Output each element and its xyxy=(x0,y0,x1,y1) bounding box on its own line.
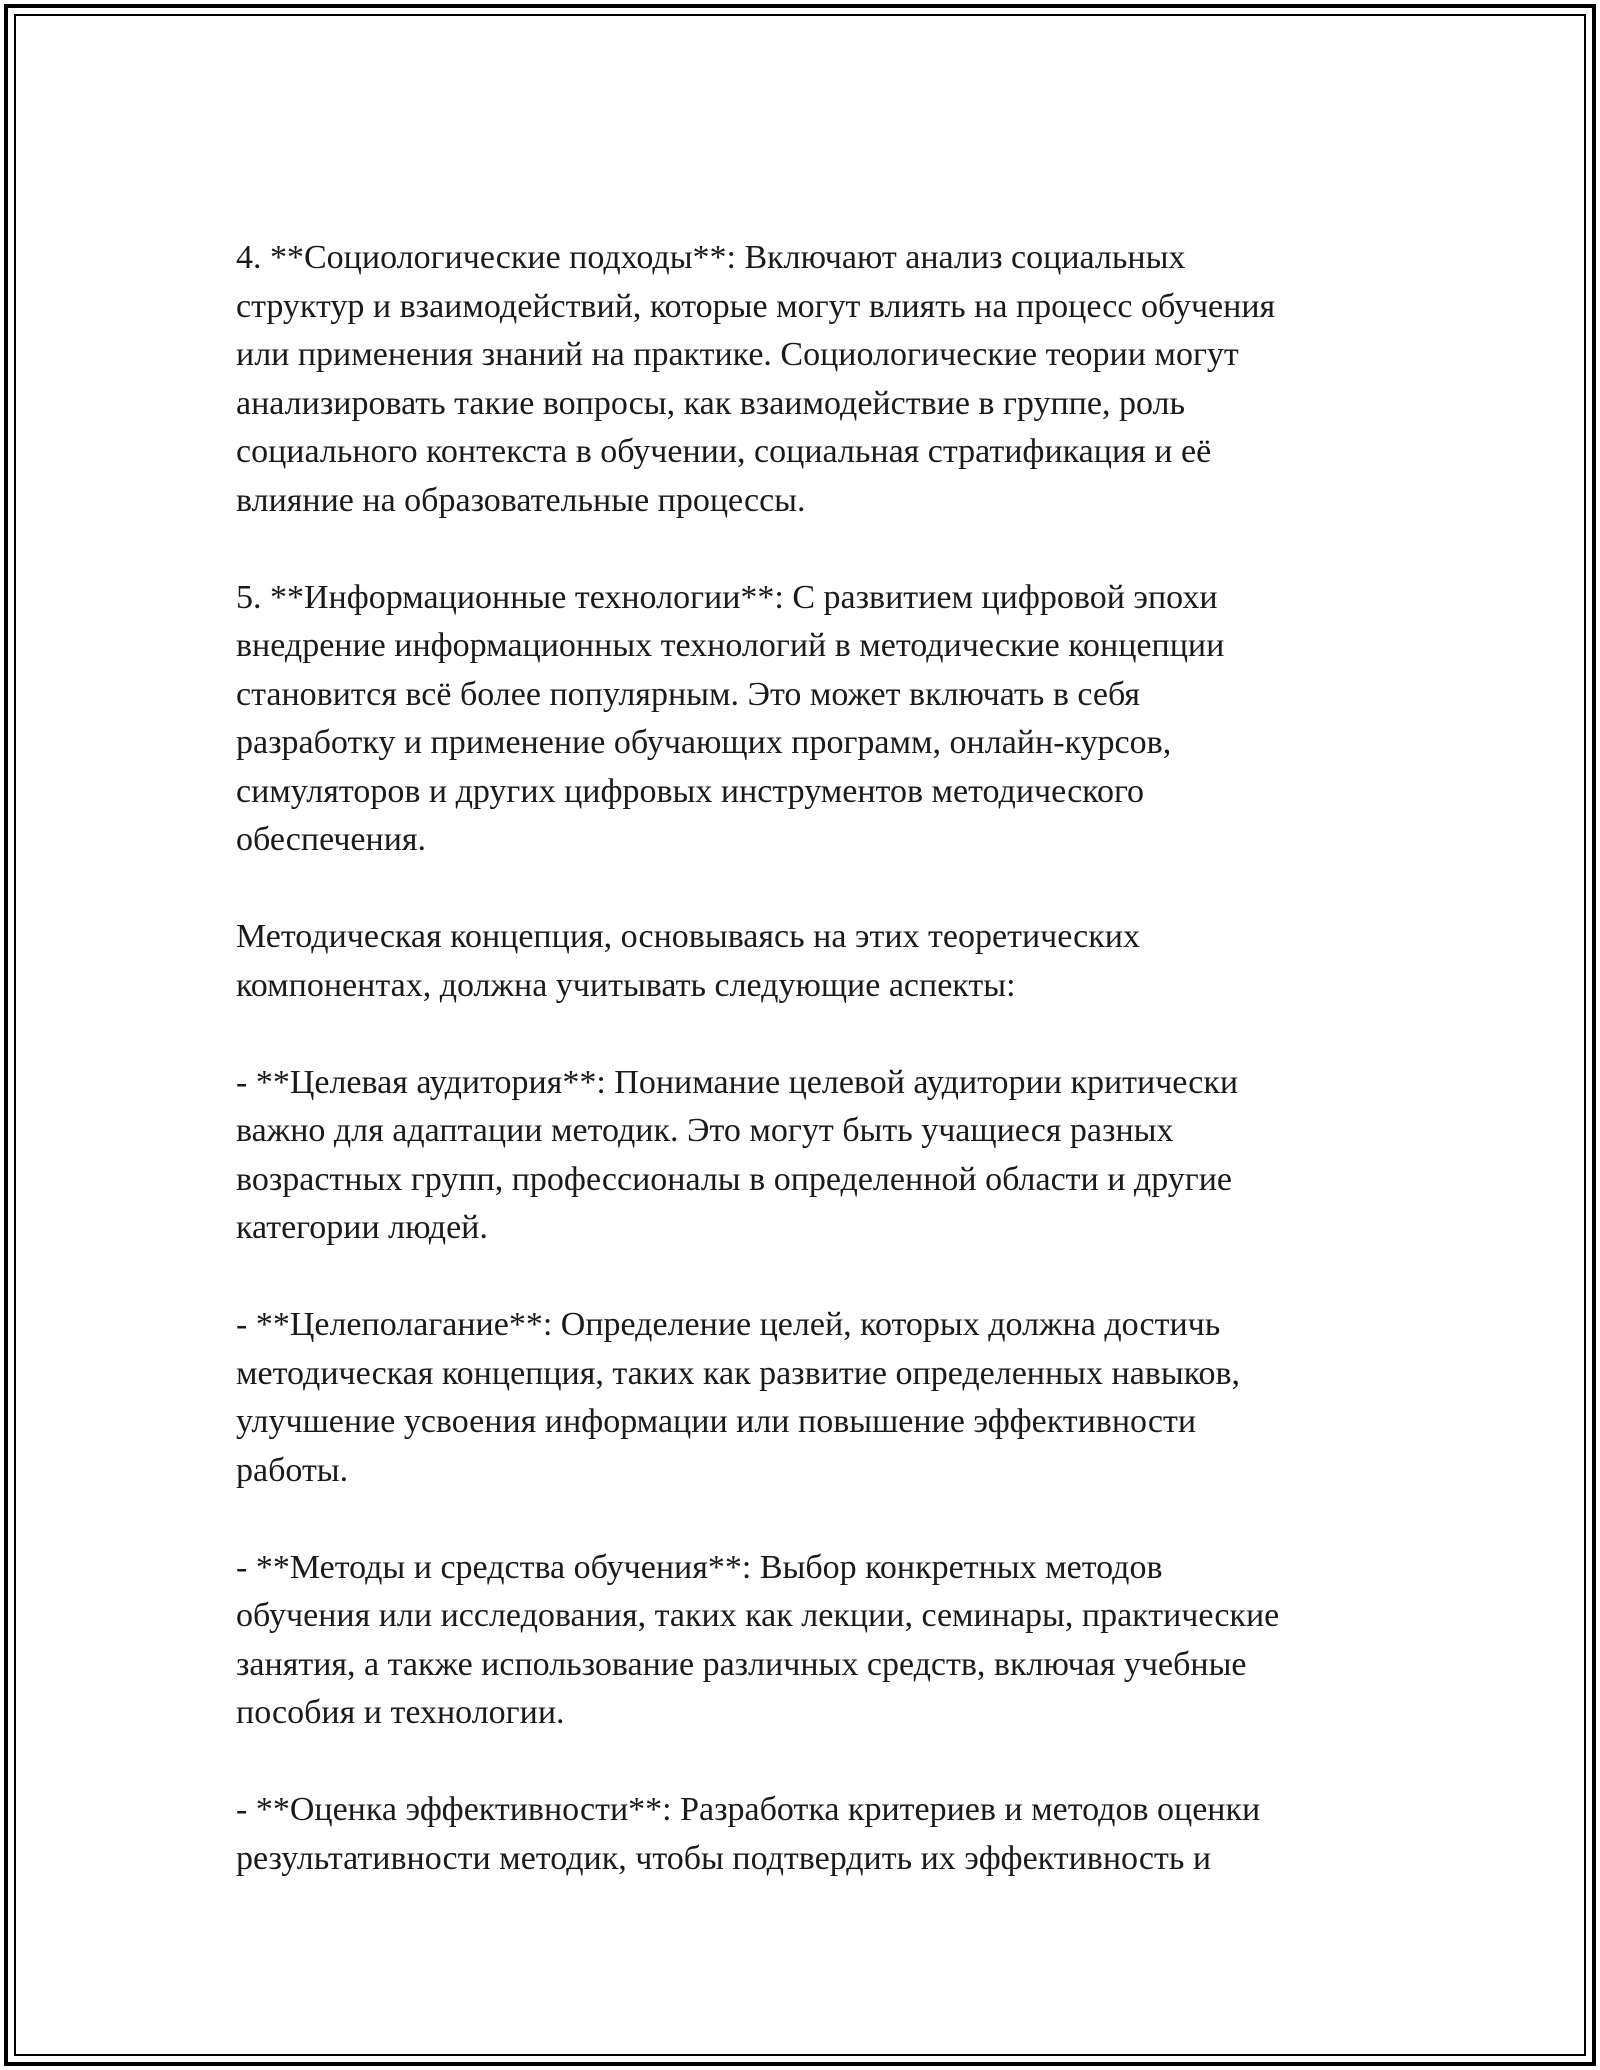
text-line: категории людей. xyxy=(236,1209,488,1246)
text-line: Методическая концепция, основываясь на этих теоретических xyxy=(236,918,1140,955)
text-line: - **Целевая аудитория**: Понимание целевой аудитории критически xyxy=(236,1063,1239,1101)
text-line: внедрение информационных технологий в методические концепции xyxy=(236,627,1225,664)
text-line: социального контекста в обучении, социальная стратификация и её xyxy=(236,433,1212,470)
text-line: разработку и применение обучающих программ, онлайн-курсов, xyxy=(236,724,1172,761)
document-body xyxy=(236,234,1396,1932)
text-line: возрастных групп, профессионалы в определенной области и другие xyxy=(236,1160,1233,1198)
text-line: структур и взаимодействий, которые могут влиять на процесс обучения xyxy=(236,287,1276,325)
text-line: - **Оценка эффективности**: Разработка критериев и методов оценки xyxy=(236,1791,1261,1828)
paragraph-information-technologies xyxy=(236,574,1396,865)
text-line: результативности методик, чтобы подтвердить их эффективность и xyxy=(236,1839,1212,1877)
paragraph-methods-and-tools xyxy=(236,1544,1396,1738)
text-line: работы. xyxy=(236,1451,349,1489)
text-line: симуляторов и других цифровых инструментов методического xyxy=(236,772,1145,810)
text-line: - **Методы и средства обучения**: Выбор конкретных методов xyxy=(236,1548,1163,1586)
text-line: становится всё более популярным. Это может включать в себя xyxy=(236,675,1141,713)
text-line: обеспечения. xyxy=(236,821,427,858)
text-line: обучения или исследования, таких как лекции, семинары, практические xyxy=(236,1597,1280,1634)
text-line: влияние на образовательные процессы. xyxy=(236,481,806,519)
paragraph-goal-setting xyxy=(236,1301,1396,1495)
paragraph-target-audience xyxy=(236,1059,1396,1253)
text-line: пособия и технологии. xyxy=(236,1694,565,1731)
text-line: или применения знаний на практике. Социологические теории могут xyxy=(236,336,1239,373)
text-line: - **Целеполагание**: Определение целей, которых должна достичь xyxy=(236,1306,1221,1343)
text-line: методическая концепция, таких как развитие определенных навыков, xyxy=(236,1354,1241,1392)
text-line: анализировать такие вопросы, как взаимодействие в группе, роль xyxy=(236,384,1185,422)
text-line: занятия, а также использование различных средств, включая учебные xyxy=(236,1645,1247,1683)
paragraph-sociological-approaches xyxy=(236,234,1396,525)
paragraph-effectiveness-evaluation xyxy=(236,1786,1396,1883)
text-line: компонентах, должна учитывать следующие аспекты: xyxy=(236,966,1016,1004)
paragraph-methodical-concept xyxy=(236,913,1396,1010)
text-line: 4. **Социологические подходы**: Включают анализ социальных xyxy=(236,239,1186,276)
text-line: важно для адаптации методик. Это могут быть учащиеся разных xyxy=(236,1112,1174,1149)
text-line: 5. **Информационные технологии**: С развитием цифровой эпохи xyxy=(236,578,1218,616)
text-line: улучшение усвоения информации или повышение эффективности xyxy=(236,1403,1197,1440)
